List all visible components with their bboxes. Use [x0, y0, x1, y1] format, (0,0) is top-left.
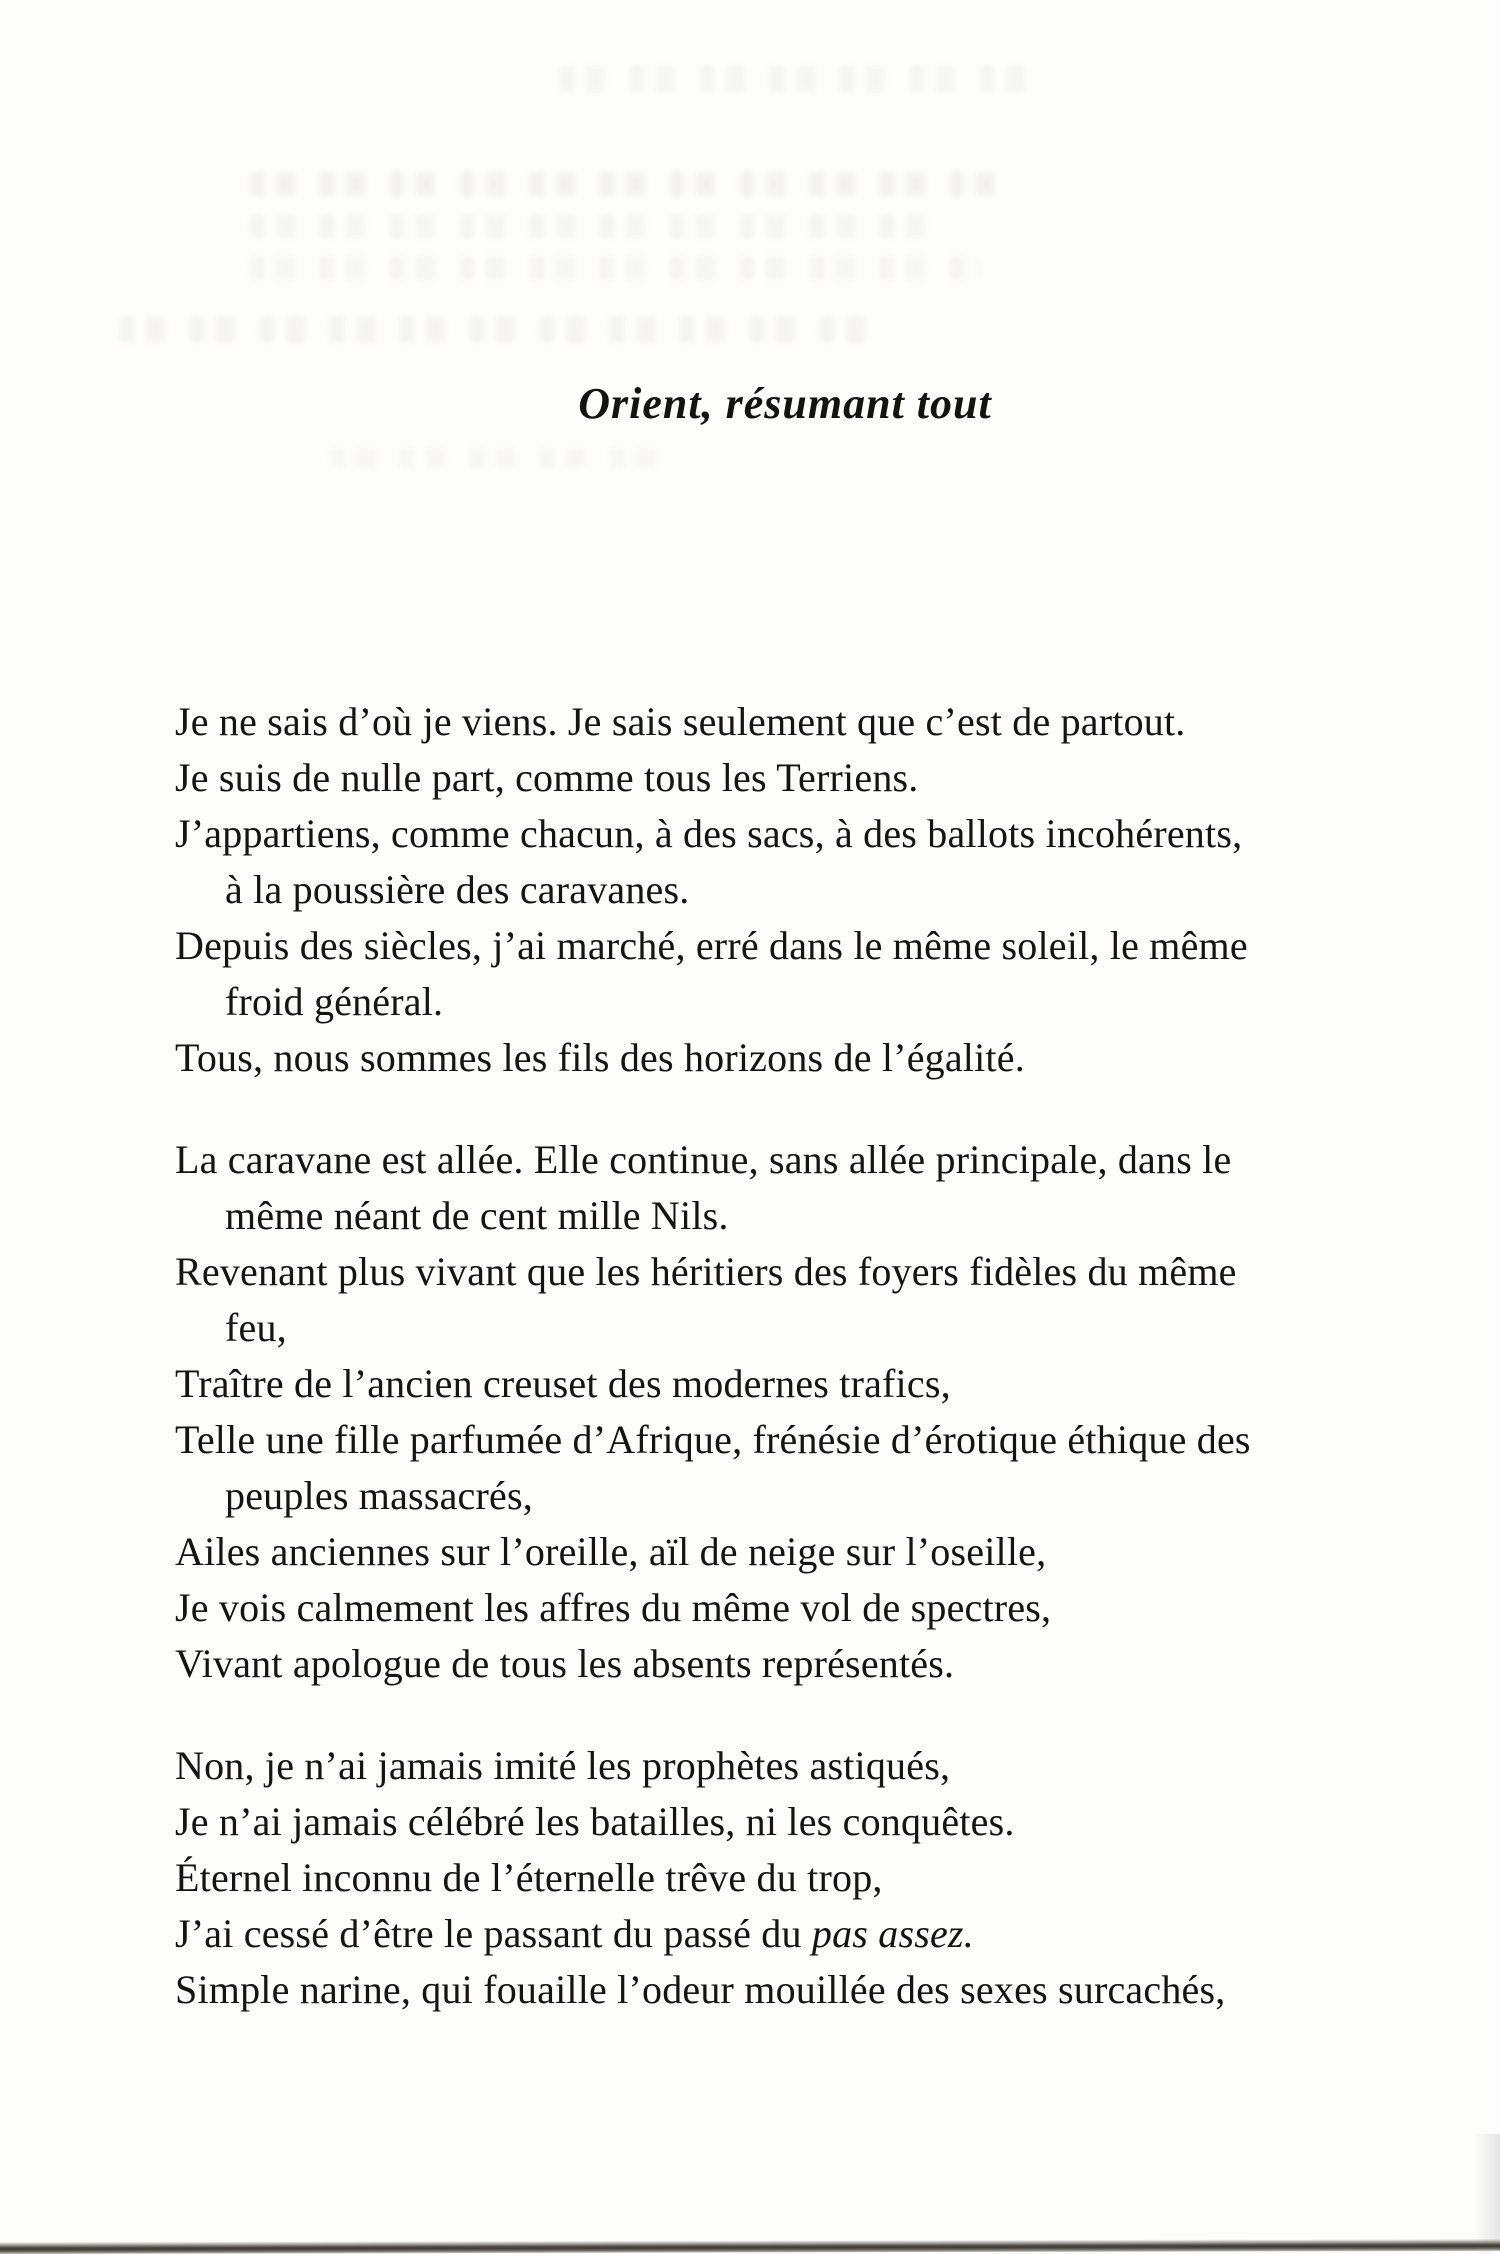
page-corner-shade — [1474, 2134, 1500, 2254]
poem-line: Ailes anciennes sur l’oreille, aïl de neige sur l’oseille, — [175, 1529, 1047, 1574]
bleed-through — [250, 172, 1010, 196]
poem-line: Traître de l’ancien creuset des modernes trafics, — [175, 1361, 951, 1406]
page-bottom-edge — [0, 2239, 1500, 2254]
poem-line: J’ai cessé d’être le passant du passé du pas assez. — [175, 1911, 974, 1956]
poem-line: J’appartiens, comme chacun, à des sacs, à des ballots incohérents, — [175, 811, 1243, 856]
poem-line: Vivant apologue de tous les absents représentés. — [175, 1641, 955, 1686]
poem-line: Éternel inconnu de l’éternelle trêve du trop, — [175, 1855, 883, 1900]
poem-line: peuples massacrés, — [225, 1473, 533, 1518]
stanza — [175, 1132, 1435, 1692]
poem-line: feu, — [225, 1305, 287, 1350]
poem-line: Simple narine, qui fouaille l’odeur mouillée des sexes surcachés, — [175, 1967, 1226, 2012]
poem-line: Tous, nous sommes les fils des horizons de l’égalité. — [175, 1035, 1025, 1080]
stanza — [175, 1738, 1435, 2018]
poem-line: Revenant plus vivant que les héritiers des foyers fidèles du même — [175, 1249, 1237, 1294]
poem-line: à la poussière des caravanes. — [225, 867, 690, 912]
poem-line: Je vois calmement les affres du même vol de spectres, — [175, 1585, 1052, 1630]
poem-line: Je n’ai jamais célébré les batailles, ni les conquêtes. — [175, 1799, 1015, 1844]
bleed-through — [330, 448, 660, 468]
poem-line: même néant de cent mille Nils. — [225, 1193, 729, 1238]
bleed-through — [120, 316, 880, 342]
poem-title: Orient, résumant tout — [578, 379, 992, 428]
poem-body — [175, 694, 1435, 2064]
poem-line: Telle une fille parfumée d’Afrique, frénésie d’érotique éthique des — [175, 1417, 1251, 1462]
poem-line: Je suis de nulle part, comme tous les Terriens. — [175, 755, 919, 800]
italic-phrase: pas assez. — [811, 1911, 974, 1956]
bleed-through — [560, 66, 1030, 92]
poem-line: Je ne sais d’où je viens. Je sais seulement que c’est de partout. — [175, 699, 1186, 744]
poem-line: La caravane est allée. Elle continue, sans allée principale, dans le — [175, 1137, 1232, 1182]
poem-line: Non, je n’ai jamais imité les prophètes astiqués, — [175, 1743, 951, 1788]
poem-line: froid général. — [225, 979, 444, 1024]
poem-line: Depuis des siècles, j’ai marché, erré dans le même soleil, le même — [175, 923, 1248, 968]
bleed-through — [250, 256, 980, 280]
bleed-through — [250, 214, 950, 238]
stanza — [175, 694, 1435, 1086]
